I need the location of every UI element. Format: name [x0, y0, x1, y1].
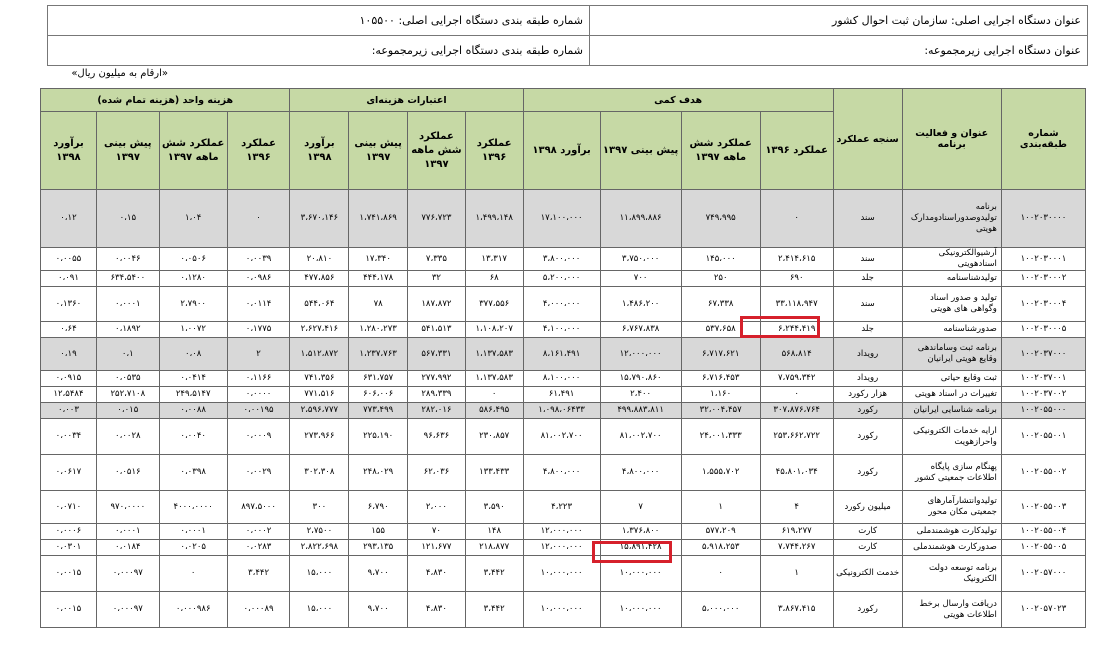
- cell-value: ۵۸۶،۴۹۵: [465, 403, 523, 419]
- cell-value: ۰،۱۷۷۵: [227, 322, 290, 338]
- cell-value: ۷۴۱،۳۵۶: [290, 371, 349, 387]
- cell-value: ۱۰،۰۰۰،۰۰۰: [523, 556, 600, 592]
- cell-value: ۱۲،۰۰۰،۰۰۰: [523, 540, 600, 556]
- cell-value: ۱۵۵: [349, 524, 408, 540]
- cell-value: ۳۰۷،۸۷۶،۷۶۴: [760, 403, 833, 419]
- cell-value: ۸،۱۰۰،۰۰۰: [523, 371, 600, 387]
- cell-value: ۰،۰۸: [159, 338, 227, 371]
- cell-value: ۷۷۳،۴۹۹: [349, 403, 408, 419]
- cell-measure: سند: [833, 248, 902, 271]
- cell-value: ۲۳۰،۸۵۷: [465, 419, 523, 455]
- cell-value: ۲،۰۰۰: [408, 491, 466, 524]
- cell-title: برنامه شناسایی ایرانیان: [902, 403, 1001, 419]
- col-measure-header: سنجه عملکرد: [833, 89, 902, 190]
- cell-value: ۰،۰۴۱۴: [159, 371, 227, 387]
- col-header: عملکرد شش ماهه ۱۳۹۷: [408, 112, 466, 190]
- cell-value: ۳،۴۴۲: [465, 556, 523, 592]
- cell-value: ۷۷۶،۷۲۳: [408, 190, 466, 248]
- cell-title: برنامه تولیدوصدوراسنادومدارک هویتی: [902, 190, 1001, 248]
- cell-value: ۰،۰۰۴۰: [159, 419, 227, 455]
- cell-value: ۱،۱۶۰: [681, 387, 760, 403]
- cell-value: ۱۲۱،۶۷۷: [408, 540, 466, 556]
- program-table: [40, 88, 1086, 628]
- table-row: [41, 592, 1086, 628]
- cell-measure: رکورد: [833, 455, 902, 491]
- cell-value: ۵۴۱،۵۱۳: [408, 322, 466, 338]
- cell-value: ۱۰،۰۰۰،۰۰۰: [523, 592, 600, 628]
- cell-value: ۴،۸۰۰،۰۰۰: [523, 455, 600, 491]
- cell-value: ۰،۰۰۱۵: [41, 556, 97, 592]
- cell-code: ۱۰۰۲۰۵۵۰۰۱: [1001, 419, 1085, 455]
- cell-value: ۱۵،۸۹۱،۴۲۸: [600, 540, 681, 556]
- cell-value: ۵۳۷،۶۵۸: [681, 322, 760, 338]
- col-header: برآورد ۱۳۹۸: [523, 112, 600, 190]
- cell-value: ۲۸۹،۳۳۹: [408, 387, 466, 403]
- cell-title: برنامه ثبت وساماندهی وقایع هویتی ایرانیان: [902, 338, 1001, 371]
- cell-value: ۵۶۷،۳۳۱: [408, 338, 466, 371]
- cell-value: ۲،۴۱۴،۶۱۵: [760, 248, 833, 271]
- cell-value: ۶۱۹،۲۷۷: [760, 524, 833, 540]
- table-row: [41, 322, 1086, 338]
- table-row: [41, 491, 1086, 524]
- col-header: پیش بینی ۱۳۹۷: [600, 112, 681, 190]
- cell-value: ۳،۶۷۰،۱۴۶: [290, 190, 349, 248]
- cell-value: ۵،۲۰۰،۰۰۰: [523, 271, 600, 287]
- table-row: [41, 190, 1086, 248]
- cell-value: ۱،۷۴۱،۸۶۹: [349, 190, 408, 248]
- cell-value: ۰،۰۰۴۶: [96, 248, 159, 271]
- cell-value: ۲۴۹،۵۱۴۷: [159, 387, 227, 403]
- cell-code: ۱۰۰۲۰۵۵۰۰۳: [1001, 491, 1085, 524]
- cell-code: ۱۰۰۲۰۵۵۰۰۰: [1001, 403, 1085, 419]
- cell-value: ۶۷،۳۳۸: [681, 287, 760, 322]
- cell-value: ۶،۷۶۷،۸۳۸: [600, 322, 681, 338]
- table-row: [41, 403, 1086, 419]
- cell-title: پهنگام سازی پایگاه اطلاعات جمعیتی کشور: [902, 455, 1001, 491]
- cell-value: ۰،۰۰۱۹۵: [227, 403, 290, 419]
- cell-value: ۶،۲۴۴،۴۱۹: [760, 322, 833, 338]
- cell-value: ۶۱،۴۹۱: [523, 387, 600, 403]
- cell-value: ۶۸: [465, 271, 523, 287]
- cell-value: ۰،۰۵۰۶: [159, 248, 227, 271]
- cell-title: تغییرات در اسناد هویتی: [902, 387, 1001, 403]
- table-row: [41, 287, 1086, 322]
- cell-value: ۰: [159, 556, 227, 592]
- table-row: [41, 248, 1086, 271]
- cell-value: ۸۱،۰۰۲،۷۰۰: [523, 419, 600, 455]
- cell-value: ۴۴۴،۱۷۸: [349, 271, 408, 287]
- cell-measure: جلد: [833, 322, 902, 338]
- cell-value: ۵۶۸،۸۱۴: [760, 338, 833, 371]
- cell-code: ۱۰۰۲۰۳۰۰۰۴: [1001, 287, 1085, 322]
- cell-value: ۰،۰۰۲۸: [96, 419, 159, 455]
- cell-value: ۰: [227, 190, 290, 248]
- cell-value: ۱،۴۸۶،۲۰۰: [600, 287, 681, 322]
- cell-value: ۰: [760, 387, 833, 403]
- cell-value: ۱۲،۰۰۰،۰۰۰: [600, 338, 681, 371]
- cell-value: ۲۵۳،۶۶۲،۷۲۲: [760, 419, 833, 455]
- cell-value: ۲۵۲،۷۱۰۸: [96, 387, 159, 403]
- cell-value: ۳۰۰: [290, 491, 349, 524]
- cell-value: ۰،۱۸۹۲: [96, 322, 159, 338]
- cell-value: ۲،۸۲۲،۶۹۸: [290, 540, 349, 556]
- cell-value: ۳۷۷،۵۵۶: [465, 287, 523, 322]
- cell-value: ۳۲: [408, 271, 466, 287]
- cell-value: ۲۸۲،۰۱۶: [408, 403, 466, 419]
- col-code-header: شماره طبقه‌بندی: [1001, 89, 1085, 190]
- cell-value: ۰،۰۶۱۷: [41, 455, 97, 491]
- cell-value: ۴،۱۰۰،۰۰۰: [523, 322, 600, 338]
- cell-value: ۲۱۸،۸۷۷: [465, 540, 523, 556]
- cell-value: ۵،۰۰۰،۰۰۰: [681, 592, 760, 628]
- cell-value: ۰،۰۰۲۹: [227, 455, 290, 491]
- cell-value: ۰،۰۰۰۹۷: [96, 592, 159, 628]
- col-header: عملکرد ۱۳۹۶: [227, 112, 290, 190]
- cell-value: ۰،۱۹: [41, 338, 97, 371]
- cell-value: ۳،۴۴۲: [227, 556, 290, 592]
- cell-value: ۰،۱۵: [96, 190, 159, 248]
- cell-value: ۱: [681, 491, 760, 524]
- cell-value: ۲: [227, 338, 290, 371]
- cell-code: ۱۰۰۲۰۵۵۰۰۴: [1001, 524, 1085, 540]
- cell-value: ۰،۰۰۵۵: [41, 248, 97, 271]
- cell-value: ۱۳۳،۴۳۳: [465, 455, 523, 491]
- cell-measure: سند: [833, 287, 902, 322]
- cell-value: ۷۷۱،۵۱۶: [290, 387, 349, 403]
- cell-value: ۱،۵۵۵،۷۰۲: [681, 455, 760, 491]
- cell-value: ۱۰،۰۰۰،۰۰۰: [600, 592, 681, 628]
- cell-value: ۰: [465, 387, 523, 403]
- cell-value: ۴۵،۸۰۱،۰۳۴: [760, 455, 833, 491]
- cell-value: ۱۱،۸۹۹،۸۸۶: [600, 190, 681, 248]
- cell-value: ۹،۷۰۰: [349, 556, 408, 592]
- cell-title: صدورشناسنامه: [902, 322, 1001, 338]
- cell-value: ۱۰،۰۰۰،۰۰۰: [600, 556, 681, 592]
- cell-value: ۷۸: [349, 287, 408, 322]
- cell-value: ۷،۷۵۹،۳۴۲: [760, 371, 833, 387]
- table-row: [41, 387, 1086, 403]
- cell-title: تولید و صدور اسناد وگواهی های هویتی: [902, 287, 1001, 322]
- cell-value: ۱،۰۴: [159, 190, 227, 248]
- cell-value: ۰،۰۳۰۱: [41, 540, 97, 556]
- cell-value: ۲۷۷،۹۹۲: [408, 371, 466, 387]
- cell-value: ۰: [681, 556, 760, 592]
- col-header: عملکرد ۱۳۹۶: [465, 112, 523, 190]
- cell-value: ۶،۷۱۷،۶۲۱: [681, 338, 760, 371]
- cell-value: ۰،۰۰۸۸: [159, 403, 227, 419]
- cell-value: ۳،۴۴۲: [465, 592, 523, 628]
- cell-value: ۱۷،۳۴۰: [349, 248, 408, 271]
- cell-value: ۷۰: [408, 524, 466, 540]
- cell-measure: رکورد: [833, 592, 902, 628]
- cell-value: ۱۲،۵۴۸۴: [41, 387, 97, 403]
- org-class-number: شماره طبقه بندی دستگاه اجرایی اصلی: ۱۰۵۵۰۰: [48, 6, 590, 36]
- cell-value: ۴،۸۳۰: [408, 592, 466, 628]
- cell-title: دریافت وارسال برخط اطلاعات هویتی: [902, 592, 1001, 628]
- cell-value: ۰،۱۱۶۶: [227, 371, 290, 387]
- cell-code: ۱۰۰۲۰۳۷۰۰۲: [1001, 387, 1085, 403]
- cell-measure: هزار رکورد: [833, 387, 902, 403]
- cell-value: ۹۷۰،۰۰۰۰: [96, 491, 159, 524]
- cell-value: ۳،۵۹۰: [465, 491, 523, 524]
- cell-value: ۲۲۵،۱۹۰: [349, 419, 408, 455]
- table-row: [41, 540, 1086, 556]
- cell-value: ۳۲،۰۰۴،۴۵۷: [681, 403, 760, 419]
- cell-value: ۰،۶۴: [41, 322, 97, 338]
- cell-value: ۱: [760, 556, 833, 592]
- cell-value: ۰،۰۰۰۱: [96, 524, 159, 540]
- cell-value: ۱۷،۱۰۰،۰۰۰: [523, 190, 600, 248]
- cell-value: ۰،۰۰۰۰: [227, 387, 290, 403]
- cell-value: ۰،۰۱۸۴: [96, 540, 159, 556]
- cell-value: ۷،۳۳۵: [408, 248, 466, 271]
- cell-value: ۳،۷۵۰،۰۰۰: [600, 248, 681, 271]
- cell-value: ۱،۰۰۷۲: [159, 322, 227, 338]
- cell-value: ۸،۱۶۱،۴۹۱: [523, 338, 600, 371]
- cell-value: ۰،۰۹۸۶: [227, 271, 290, 287]
- cell-title: ثبت وقایع حیاتی: [902, 371, 1001, 387]
- table-row: [41, 338, 1086, 371]
- cell-value: ۱،۳۷۶،۸۰۰: [600, 524, 681, 540]
- cell-measure: رکورد: [833, 419, 902, 455]
- cell-value: ۰: [760, 190, 833, 248]
- cell-value: ۶۰۶،۰۰۶: [349, 387, 408, 403]
- cell-value: ۰،۰۰۳۹: [227, 248, 290, 271]
- cell-value: ۱۴۸: [465, 524, 523, 540]
- cell-value: ۸۱،۰۰۲،۷۰۰: [600, 419, 681, 455]
- cell-value: ۴،۸۰۰،۰۰۰: [600, 455, 681, 491]
- cell-code: ۱۰۰۲۰۳۷۰۰۱: [1001, 371, 1085, 387]
- cell-value: ۲،۵۹۶،۷۷۷: [290, 403, 349, 419]
- cell-measure: جلد: [833, 271, 902, 287]
- cell-value: ۲،۷۵۰۰: [290, 524, 349, 540]
- table-row: [41, 524, 1086, 540]
- cell-value: ۰،۰۹۱۵: [41, 371, 97, 387]
- cell-value: ۰،۰۱۱۴: [227, 287, 290, 322]
- cell-value: ۰،۰۳۹۸: [159, 455, 227, 491]
- cell-title: تولیدشناسنامه: [902, 271, 1001, 287]
- group-credits-header: اعتبارات هزینه‌ای: [290, 89, 523, 112]
- group-unit-cost-header: هزینه واحد (هزینه تمام شده): [41, 89, 290, 112]
- cell-value: ۱،۵۱۲،۸۷۲: [290, 338, 349, 371]
- cell-value: ۰،۰۲۰۵: [159, 540, 227, 556]
- cell-value: ۳،۸۶۷،۴۱۵: [760, 592, 833, 628]
- cell-value: ۰،۰۰۰۸۹: [227, 592, 290, 628]
- cell-value: ۰،۰۵۳۵: [96, 371, 159, 387]
- cell-value: ۸۹۷،۵۰۰۰: [227, 491, 290, 524]
- table-row: [41, 455, 1086, 491]
- cell-title: تولیدوانتشارآمارهای جمعیتی مکان محور: [902, 491, 1001, 524]
- table-row: [41, 419, 1086, 455]
- cell-value: ۰،۰۰۳: [41, 403, 97, 419]
- cell-value: ۱۵،۰۰۰: [290, 592, 349, 628]
- cell-value: ۰،۰۰۰۹۷: [96, 556, 159, 592]
- units-note: «ارقام به میلیون ریال»: [71, 68, 168, 79]
- cell-value: ۳،۸۰۰،۰۰۰: [523, 248, 600, 271]
- cell-value: ۰،۰۲۸۳: [227, 540, 290, 556]
- cell-value: ۲۵۰: [681, 271, 760, 287]
- col-header: پیش بینی ۱۳۹۷: [349, 112, 408, 190]
- cell-value: ۰،۰۱۵: [96, 403, 159, 419]
- cell-value: ۶۳۴،۵۴۰۰: [96, 271, 159, 287]
- cell-value: ۹۶،۶۳۶: [408, 419, 466, 455]
- cell-value: ۱۵،۷۹۰،۸۶۰: [600, 371, 681, 387]
- cell-code: ۱۰۰۲۰۳۰۰۰۲: [1001, 271, 1085, 287]
- cell-value: ۴،۰۰۰،۰۰۰: [523, 287, 600, 322]
- table-row: [41, 271, 1086, 287]
- cell-measure: کارت: [833, 524, 902, 540]
- cell-value: ۱،۲۳۷،۷۶۳: [349, 338, 408, 371]
- cell-value: ۶۹۰: [760, 271, 833, 287]
- cell-value: ۲۹۳،۱۳۵: [349, 540, 408, 556]
- cell-value: ۲۴،۰۰۱،۳۳۳: [681, 419, 760, 455]
- cell-value: ۶۳۱،۷۵۷: [349, 371, 408, 387]
- cell-value: ۷۴۹،۹۹۵: [681, 190, 760, 248]
- cell-value: ۰،۰۰۰۹۸۶: [159, 592, 227, 628]
- cell-value: ۱۲،۰۰۰،۰۰۰: [523, 524, 600, 540]
- cell-value: ۳۳،۱۱۸،۹۴۷: [760, 287, 833, 322]
- cell-measure: رویداد: [833, 371, 902, 387]
- cell-value: ۰،۱۳۶۰: [41, 287, 97, 322]
- cell-code: ۱۰۰۲۰۵۷۰۲۳: [1001, 592, 1085, 628]
- col-header: عملکرد شش ماهه ۱۳۹۷: [681, 112, 760, 190]
- cell-value: ۴۰۰۰،۰۰۰۰: [159, 491, 227, 524]
- cell-value: ۲،۴۰۰: [600, 387, 681, 403]
- cell-value: ۰،۱۲: [41, 190, 97, 248]
- cell-code: ۱۰۰۲۰۳۰۰۰۰: [1001, 190, 1085, 248]
- cell-code: ۱۰۰۲۰۳۰۰۰۵: [1001, 322, 1085, 338]
- cell-value: ۰،۰۷۱۰: [41, 491, 97, 524]
- cell-value: ۰،۰۰۰۱: [159, 524, 227, 540]
- cell-measure: کارت: [833, 540, 902, 556]
- cell-value: ۵۷۷،۲۰۹: [681, 524, 760, 540]
- cell-value: ۱،۱۳۷،۵۸۳: [465, 371, 523, 387]
- cell-value: ۱،۱۳۷،۵۸۳: [465, 338, 523, 371]
- table-row: [41, 371, 1086, 387]
- cell-value: ۷،۷۴۴،۲۶۷: [760, 540, 833, 556]
- cell-title: تولیدکارت هوشمندملی: [902, 524, 1001, 540]
- cell-measure: خدمت الکترونیکی: [833, 556, 902, 592]
- cell-value: ۰،۰۰۰۱: [96, 287, 159, 322]
- cell-code: ۱۰۰۲۰۵۷۰۰۰: [1001, 556, 1085, 592]
- cell-value: ۵،۹۱۸،۲۵۳: [681, 540, 760, 556]
- cell-value: ۱،۲۸۰،۲۷۳: [349, 322, 408, 338]
- cell-title: صدورکارت هوشمندملی: [902, 540, 1001, 556]
- col-header: برآورد ۱۳۹۸: [290, 112, 349, 190]
- cell-value: ۶۲،۰۳۶: [408, 455, 466, 491]
- cell-value: ۴،۲۲۳: [523, 491, 600, 524]
- cell-title: برنامه توسعه دولت الکترونیک: [902, 556, 1001, 592]
- cell-value: ۱،۱۰۸،۲۰۷: [465, 322, 523, 338]
- cell-value: ۲،۷۹۰۰: [159, 287, 227, 322]
- cell-value: ۲،۶۲۷،۴۱۶: [290, 322, 349, 338]
- cell-code: ۱۰۰۲۰۵۵۰۰۲: [1001, 455, 1085, 491]
- cell-measure: سند: [833, 190, 902, 248]
- cell-value: ۱۸۷،۸۷۲: [408, 287, 466, 322]
- cell-value: ۱،۰۹۸،۰۶۴۳۳: [523, 403, 600, 419]
- cell-value: ۷: [600, 491, 681, 524]
- cell-value: ۴: [760, 491, 833, 524]
- cell-value: ۱۵،۰۰۰: [290, 556, 349, 592]
- cell-value: ۰،۱: [96, 338, 159, 371]
- cell-value: ۰،۱۲۸۰: [159, 271, 227, 287]
- cell-value: ۶،۷۱۶،۴۵۳: [681, 371, 760, 387]
- col-header: عملکرد شش ماهه ۱۳۹۷: [159, 112, 227, 190]
- col-header: عملکرد ۱۳۹۶: [760, 112, 833, 190]
- cell-value: ۱،۴۹۹،۱۴۸: [465, 190, 523, 248]
- col-header: پیش بینی ۱۳۹۷: [96, 112, 159, 190]
- cell-value: ۴۹۹،۸۸۳،۸۱۱: [600, 403, 681, 419]
- cell-value: ۱۳،۳۱۷: [465, 248, 523, 271]
- cell-value: ۴،۸۳۰: [408, 556, 466, 592]
- cell-value: ۶،۷۹۰: [349, 491, 408, 524]
- cell-value: ۰،۰۰۰۲: [227, 524, 290, 540]
- cell-value: ۰،۰۰۰۶: [41, 524, 97, 540]
- cell-value: ۹،۷۰۰: [349, 592, 408, 628]
- cell-code: ۱۰۰۲۰۵۵۰۰۵: [1001, 540, 1085, 556]
- sub-org-title: عنوان دستگاه اجرایی زیرمجموعه:: [590, 36, 1088, 66]
- cell-title: ارایه خدمات الکترونیکی واحرازهویت: [902, 419, 1001, 455]
- cell-measure: رکورد: [833, 403, 902, 419]
- sub-org-class-number: شماره طبقه بندی دستگاه اجرایی زیرمجموعه:: [48, 36, 590, 66]
- cell-value: ۰،۰۹۱: [41, 271, 97, 287]
- cell-value: ۰،۰۰۳۴: [41, 419, 97, 455]
- cell-value: ۰،۰۰۰۹: [227, 419, 290, 455]
- table-row: [41, 556, 1086, 592]
- cell-value: ۰،۰۰۱۵: [41, 592, 97, 628]
- cell-code: ۱۰۰۲۰۳۷۰۰۰: [1001, 338, 1085, 371]
- group-target-header: هدف کمی: [523, 89, 833, 112]
- cell-measure: رویداد: [833, 338, 902, 371]
- cell-value: ۳۰۲،۳۰۸: [290, 455, 349, 491]
- cell-code: ۱۰۰۲۰۳۰۰۰۱: [1001, 248, 1085, 271]
- cell-measure: میلیون رکورد: [833, 491, 902, 524]
- highlight-box: [740, 316, 820, 338]
- col-header: برآورد ۱۳۹۸: [41, 112, 97, 190]
- cell-value: ۲۷۳،۹۶۶: [290, 419, 349, 455]
- org-title: عنوان دستگاه اجرایی اصلی: سازمان ثبت احوال کشور: [590, 6, 1088, 36]
- cell-value: ۲۴۸،۰۲۹: [349, 455, 408, 491]
- cell-value: ۲۰،۸۱۰: [290, 248, 349, 271]
- cell-title: آرشیوالکترونیکی اسنادهویتی: [902, 248, 1001, 271]
- cell-value: ۵۴۴،۰۶۴: [290, 287, 349, 322]
- col-title-header: عنوان و فعالیت برنامه: [902, 89, 1001, 190]
- cell-value: ۷۰۰: [600, 271, 681, 287]
- highlight-box: [592, 541, 672, 563]
- header-table: [47, 5, 1088, 66]
- cell-value: ۴۷۷،۸۵۶: [290, 271, 349, 287]
- cell-value: ۰،۰۵۱۶: [96, 455, 159, 491]
- cell-value: ۱۴۵،۰۰۰: [681, 248, 760, 271]
